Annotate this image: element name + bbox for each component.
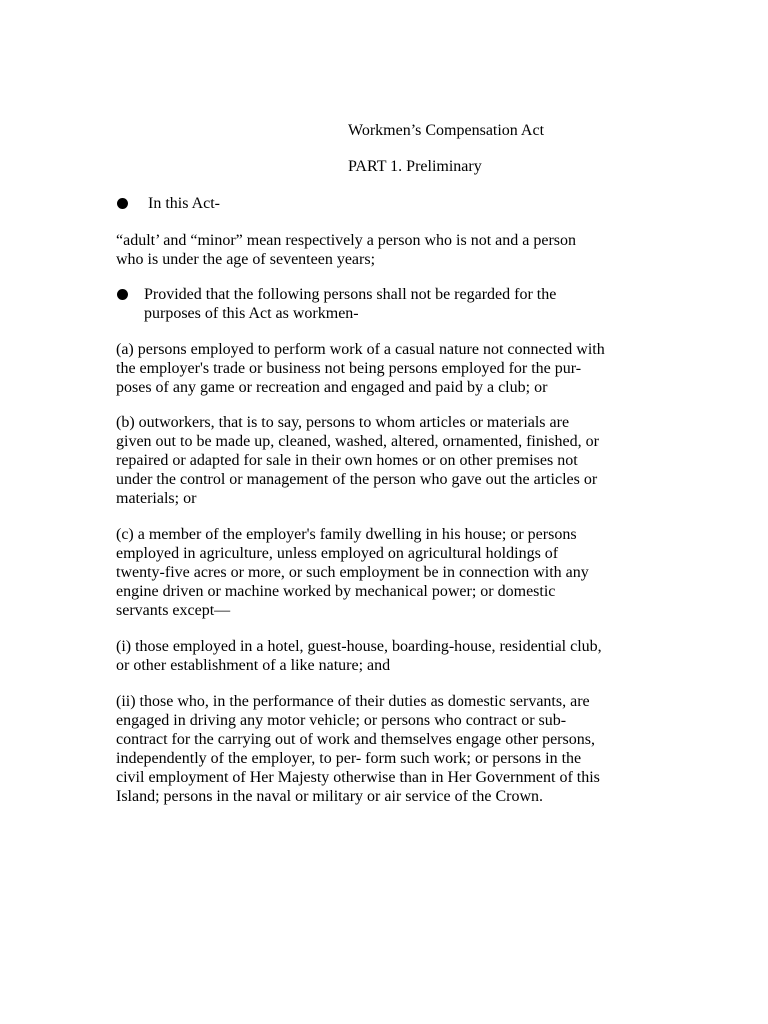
text-line: civil employment of Her Majesty otherwise than in Her Government of this bbox=[116, 769, 600, 786]
clause-c-paragraph bbox=[116, 525, 656, 620]
text-line: materials; or bbox=[116, 490, 197, 507]
clause-ii-paragraph bbox=[116, 692, 656, 806]
text-line: employed in agriculture, unless employed on agricultural holdings of bbox=[116, 545, 559, 562]
text-line: under the control or management of the person who gave out the articles or bbox=[116, 471, 598, 488]
part-heading: PART 1. Preliminary bbox=[348, 158, 482, 175]
text-line: or other establishment of a like nature; and bbox=[116, 657, 391, 674]
text-line: (b) outworkers, that is to say, persons to whom articles or materials are bbox=[116, 414, 570, 431]
text-line: “adult’ and “minor” mean respectively a person who is not and a person bbox=[116, 232, 576, 249]
text-line: (ii) those who, in the performance of their duties as domestic servants, are bbox=[116, 693, 590, 710]
text-line: engaged in driving any motor vehicle; or persons who contract or sub- bbox=[116, 712, 567, 729]
bullet-text: In this Act- bbox=[148, 195, 220, 212]
definitions-paragraph bbox=[116, 231, 656, 269]
text-line: (i) those employed in a hotel, guest-house, boarding-house, residential club, bbox=[116, 638, 602, 655]
text-line: repaired or adapted for sale in their own homes or on other premises not bbox=[116, 452, 578, 469]
clause-a-paragraph bbox=[116, 340, 656, 397]
text-line: Island; persons in the naval or military or air service of the Crown. bbox=[116, 788, 543, 805]
text-line: servants except— bbox=[116, 602, 231, 619]
clause-i-paragraph bbox=[116, 637, 656, 675]
text-line: (a) persons employed to perform work of a casual nature not connected with bbox=[116, 341, 605, 358]
text-line: (c) a member of the employer's family dwelling in his house; or persons bbox=[116, 526, 577, 543]
text-line: Provided that the following persons shall not be regarded for the bbox=[144, 286, 557, 303]
text-line: who is under the age of seventeen years; bbox=[116, 251, 376, 268]
bullet-icon bbox=[117, 198, 128, 209]
text-line: contract for the carrying out of work and themselves engage other persons, bbox=[116, 731, 595, 748]
text-line: twenty-five acres or more, or such employment be in connection with any bbox=[116, 564, 589, 581]
text-line: purposes of this Act as workmen- bbox=[144, 305, 359, 322]
text-line: given out to be made up, cleaned, washed, altered, ornamented, finished, or bbox=[116, 433, 599, 450]
clause-b-paragraph bbox=[116, 413, 656, 508]
text-line: poses of any game or recreation and engaged and paid by a club; or bbox=[116, 379, 548, 396]
text-line: independently of the employer, to per- form such work; or persons in the bbox=[116, 750, 582, 767]
document-title: Workmen’s Compensation Act bbox=[348, 122, 545, 139]
bullet-icon bbox=[117, 289, 128, 300]
bullet-text bbox=[144, 285, 644, 323]
text-line: the employer's trade or business not being persons employed for the pur- bbox=[116, 360, 582, 377]
text-line: engine driven or machine worked by mechanical power; or domestic bbox=[116, 583, 556, 600]
